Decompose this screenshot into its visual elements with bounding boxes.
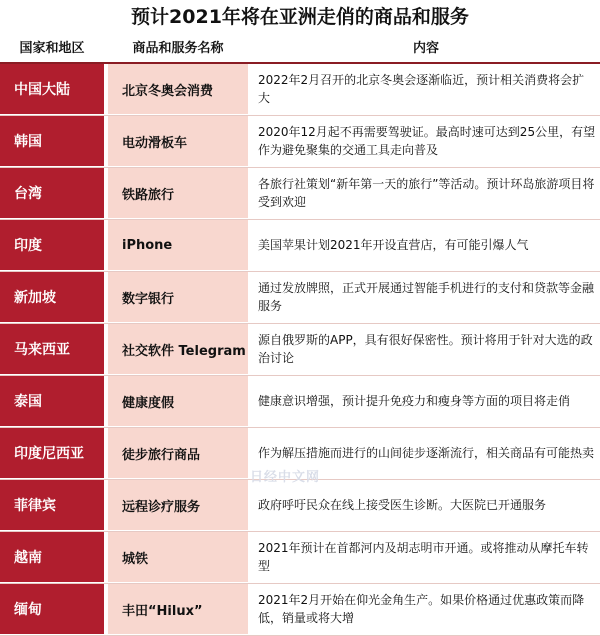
table-row <box>0 116 600 168</box>
header-product: 商品和服务名称 <box>132 41 224 56</box>
table-row <box>0 584 600 636</box>
watermark: 日经中文网 <box>250 470 321 485</box>
content-cell: 政府呼吁民众在线上接受医生诊断。大医院已开通服务 <box>252 480 600 530</box>
table-title: 预计2021年将在亚洲走俏的商品和服务 <box>131 6 469 28</box>
product-cell: 健康度假 <box>108 376 248 426</box>
content-cell: 2021年预计在首都河内及胡志明市开通。或将推动从摩托车转型 <box>252 532 600 582</box>
region-cell: 菲律宾 <box>0 480 104 530</box>
product-cell: 城铁 <box>108 532 248 582</box>
region-cell: 中国大陆 <box>0 64 104 114</box>
table-row <box>0 376 600 428</box>
content-cell: 2022年2月召开的北京冬奥会逐渐临近，预计相关消费将会扩大 <box>252 64 600 114</box>
product-cell: 社交软件 Telegram <box>108 324 248 374</box>
table-row <box>0 272 600 324</box>
product-cell: 远程诊疗服务 <box>108 480 248 530</box>
product-cell: 数字银行 <box>108 272 248 322</box>
product-cell: 北京冬奥会消费 <box>108 64 248 114</box>
table-row <box>0 168 600 220</box>
product-cell: iPhone <box>108 220 248 270</box>
header-content: 内容 <box>412 41 439 56</box>
content-cell: 健康意识增强，预计提升免疫力和瘦身等方面的项目将走俏 <box>252 376 600 426</box>
table-row <box>0 324 600 376</box>
region-cell: 越南 <box>0 532 104 582</box>
region-cell: 缅甸 <box>0 584 104 634</box>
table-row <box>0 532 600 584</box>
content-cell: 美国苹果计划2021年开设直营店，有可能引爆人气 <box>252 220 600 270</box>
product-cell: 徒步旅行商品 <box>108 428 248 478</box>
content-cell: 源自俄罗斯的APP，具有很好保密性。预计将用于针对大选的政治讨论 <box>252 324 600 374</box>
table-row <box>0 480 600 532</box>
content-cell: 作为解压措施而进行的山间徒步逐渐流行，相关商品有可能热卖 <box>252 428 600 478</box>
content-cell: 通过发放牌照，正式开展通过智能手机进行的支付和贷款等金融服务 <box>252 272 600 322</box>
product-cell: 铁路旅行 <box>108 168 248 218</box>
region-cell: 泰国 <box>0 376 104 426</box>
table-row <box>0 220 600 272</box>
content-cell: 2020年12月起不再需要驾驶证。最高时速可达到25公里，有望作为避免聚集的交通工具走向普及 <box>252 116 600 166</box>
header-region: 国家和地区 <box>19 41 85 56</box>
content-cell: 各旅行社策划“新年第一天的旅行”等活动。预计环岛旅游项目将受到欢迎 <box>252 168 600 218</box>
region-cell: 马来西亚 <box>0 324 104 374</box>
region-cell: 新加坡 <box>0 272 104 322</box>
product-cell: 电动滑板车 <box>108 116 248 166</box>
table-row <box>0 64 600 116</box>
region-cell: 台湾 <box>0 168 104 218</box>
region-cell: 韩国 <box>0 116 104 166</box>
region-cell: 印度尼西亚 <box>0 428 104 478</box>
content-cell: 2021年2月开始在仰光金角生产。如果价格通过优惠政策而降低，销量或将大增 <box>252 584 600 634</box>
region-cell: 印度 <box>0 220 104 270</box>
product-cell: 丰田“Hilux” <box>108 584 248 634</box>
